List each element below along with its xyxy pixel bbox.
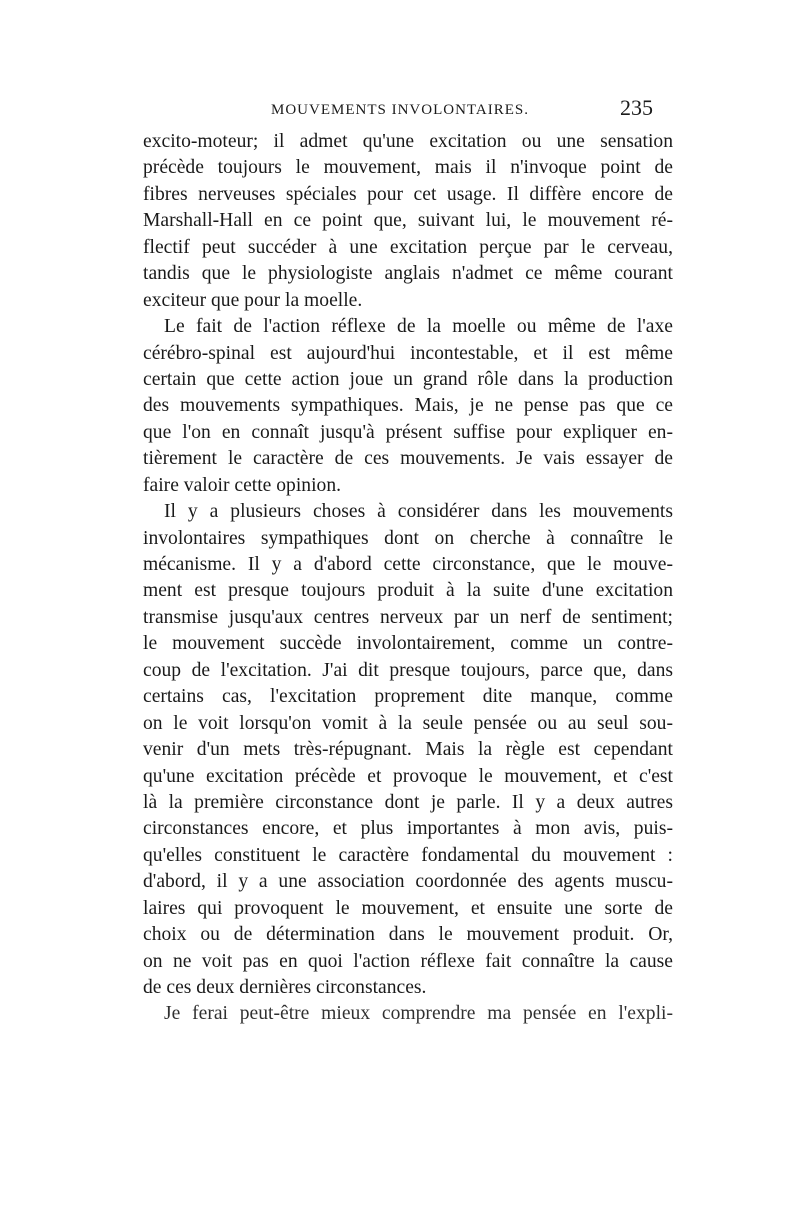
text-line: certain que cette action joue un grand rôle dans la production	[143, 368, 673, 390]
text-line: choix ou de détermination dans le mouvement produit. Or,	[143, 924, 673, 946]
text-line: on le voit lorsqu'on vomit à la seule pensée ou au seul sou-	[143, 712, 673, 734]
text-line: transmise jusqu'aux centres nerveux par un nerf de sentiment;	[143, 606, 673, 628]
text-line: circonstances encore, et plus importantes à mon avis, puis-	[143, 818, 673, 840]
text-line: ment est presque toujours produit à la suite d'une excitation	[143, 580, 673, 602]
text-line: laires qui provoquent le mouvement, et ensuite une sorte de	[143, 897, 673, 919]
text-line: que l'on en connaît jusqu'à présent suffise pour expliquer en-	[143, 421, 673, 443]
text-line: certains cas, l'excitation proprement dite manque, comme	[143, 686, 673, 708]
text-line: Le fait de l'action réflexe de la moelle ou même de l'axe	[164, 316, 673, 338]
text-line: flectif peut succéder à une excitation perçue par le cerveau,	[143, 236, 673, 258]
text-line: là la première circonstance dont je parle. Il y a deux autres	[143, 791, 673, 813]
body-text	[143, 129, 673, 1028]
text-line: précède toujours le mouvement, mais il n'invoque point de	[143, 157, 673, 179]
text-line: qu'une excitation précède et provoque le mouvement, et c'est	[143, 765, 673, 787]
text-line: de ces deux dernières circonstances.	[143, 977, 427, 998]
text-line: tandis que le physiologiste anglais n'admet ce même courant	[143, 263, 673, 285]
text-line: qu'elles constituent le caractère fondamental du mouvement :	[143, 844, 673, 866]
running-head	[143, 95, 653, 122]
text-line: d'abord, il y a une association coordonnée des agents muscu-	[143, 871, 673, 893]
text-line: des mouvements sympathiques. Mais, je ne pense pas que ce	[143, 395, 673, 417]
text-line: involontaires sympathiques dont on cherche à connaître le	[143, 527, 673, 549]
running-title: MOUVEMENTS INVOLONTAIRES.	[271, 102, 529, 118]
text-line: faire valoir cette opinion.	[143, 474, 342, 496]
text-line: venir d'un mets très-répugnant. Mais la règle est cependant	[143, 739, 673, 761]
text-line: Je ferai peut-être mieux comprendre ma pensée en l'expli-	[164, 1003, 673, 1025]
text-line: Il y a plusieurs choses à considérer dans les mouvements	[164, 501, 673, 523]
text-line: cérébro-spinal est aujourd'hui incontestable, et il est même	[143, 342, 673, 364]
text-line: mécanisme. Il y a d'abord cette circonstance, que le mouve-	[143, 554, 673, 575]
text-line: Marshall-Hall en ce point que, suivant lui, le mouvement ré-	[143, 210, 673, 232]
text-line: tièrement le caractère de ces mouvements. Je vais essayer de	[143, 448, 673, 470]
page-number: 235	[620, 95, 653, 120]
text-line: coup de l'excitation. J'ai dit presque toujours, parce que, dans	[143, 659, 673, 681]
text-line: on ne voit pas en quoi l'action réflexe fait connaître la cause	[143, 950, 673, 972]
text-line: exciteur que pour la moelle.	[143, 289, 363, 311]
text-line: fibres nerveuses spéciales pour cet usage. Il diffère encore de	[143, 183, 673, 205]
text-line: excito-moteur; il admet qu'une excitation ou une sensation	[143, 131, 673, 152]
text-line: le mouvement succède involontairement, comme un contre-	[143, 633, 673, 655]
